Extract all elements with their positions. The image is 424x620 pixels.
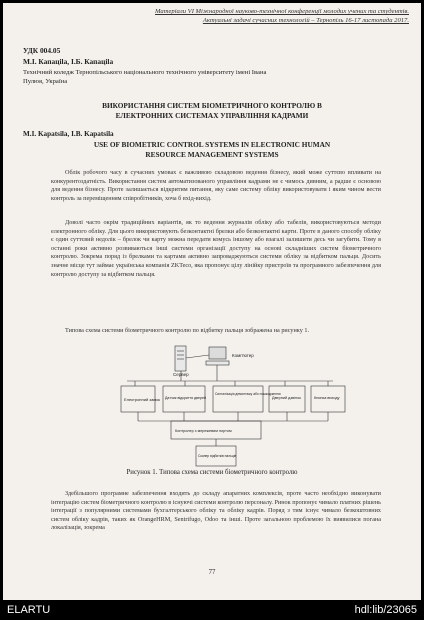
door-bell-label: Дверний дзвінок [272,396,301,400]
authors-ua: М.І. Капацila, І.Б. Капацila [23,57,114,66]
paragraph-4: Здебільшого програмне забезпечення входить до складу апаратних комплексів, проте часто необхідно виконувати інтеграцію систем біометричного контролю в існуючі системи контролю персоналу. Ринок пропонує чимало платних рішень інтеграції з популярними системами бухгалтерського обліку та обліку кадрів. Поряд з тим існує чимало безкоштовних систем обліку кадрів, таких як OrangeHRM, Sentrifugo, Odoo та інші. Проте загальною проблемою їх виявилися погана локалізація, зокрема [51,490,381,532]
affiliation-line2: Пулюя, Україна [23,78,68,85]
server-label: Сервер [173,372,189,377]
title-ua-line1: ВИКОРИСТАННЯ СИСТЕМ БІОМЕТРИЧНОГО КОНТРОЛЮ В [102,101,322,110]
paragraph-3: Типова схема системи біометричного контролю по відбитку пальця зображена на рисунку 1. [65,327,309,334]
tamper-alarm-box [213,386,263,412]
title-ua-line2: ЕЛЕКТРОННИХ СИСТЕМАХ УПРАВЛІННЯ КАДРАМИ [115,111,309,120]
running-header-line1: Матеріали VI Міжнародної науково-технічної конференції молодих учених та студентів. [155,8,409,15]
tamper-alarm-label: Сигналізація демонтажу або пошкодження [215,392,281,396]
udc-code: УДК 004.05 [23,46,61,55]
figure-diagram [3,343,421,468]
page-number: 77 [208,569,216,576]
authors-en: M.I. Kapatsila, I.B. Kapatsila [23,130,114,138]
handle-id: hdl:lib/23065 [354,604,417,616]
fingerprint-reader-label: Сканер відбитків пальців [198,454,237,458]
title-en-line1: USE OF BIOMETRIC CONTROL SYSTEMS IN ELECTRONIC HUMAN [93,140,331,149]
door-sensor-label: Датчик відкриття дверей [165,396,207,400]
repository-footer [0,600,424,620]
affiliation-line1: Технічний коледж Тернопільського національного технічного університету імені Івана [23,69,267,76]
paragraph-2: Доволі часто окрім традиційних варіантів, як то ведення журналів обліку або табелів, використовуються методи електронного обліку. Для цього використовують безконтактні брелки або безконтактні карти. Проте в даного способу обліку є один суттєвий недолік – брелок чи карту можна передати комусь іншому або взагалі залишити десь чи загубити. Тому в останні роки активно розвиваються інші системи організації доступу на основі складніших систем біометричного контролю. Зокрема поряд із брелками та картами активно запроваджуються системи обліку за відбитком пальця. Досить значне місце тут займає українська компанія ZKTeco, яка пропонує цілу лінійку пристроїв та програмного забезпечення для контролю доступу за відбитком пальця. [51,219,381,278]
running-header-line2: Актуальні задачі сучасних технологій – Тернопіль 16-17 листопада 2017. [202,17,409,24]
figure-caption: Рисунок 1. Типова схема системи біометричного контролю [126,469,298,476]
computer-icon [209,347,226,359]
paper-page [3,3,421,600]
repository-name: ELARTU [7,604,51,616]
electronic-lock-label: Електронний замок [124,397,161,402]
server-icon [175,346,186,371]
controller-label: Контролер з мережевим портом [175,429,232,433]
title-en-line2: RESOURCE MANAGEMENT SYSTEMS [145,150,279,159]
computer-label: Комп'ютер [232,353,254,358]
paragraph-1: Облік робочого часу в сучасних умовах є важливою складовою ведення бізнесу, який може суттєво впливати на конкурентоздатність. Використання систем автоматизованого управління кадрами не є чимось дивним, а радше є основою для ведення бізнесу. Проте залишається відкритим питання, яку саме систему обліку використовувати і яким чином вести контроль за переміщенням співробітників, хоча б вхід-вихід. [51,169,381,202]
exit-button-label: Кнопка виходу [314,396,340,400]
